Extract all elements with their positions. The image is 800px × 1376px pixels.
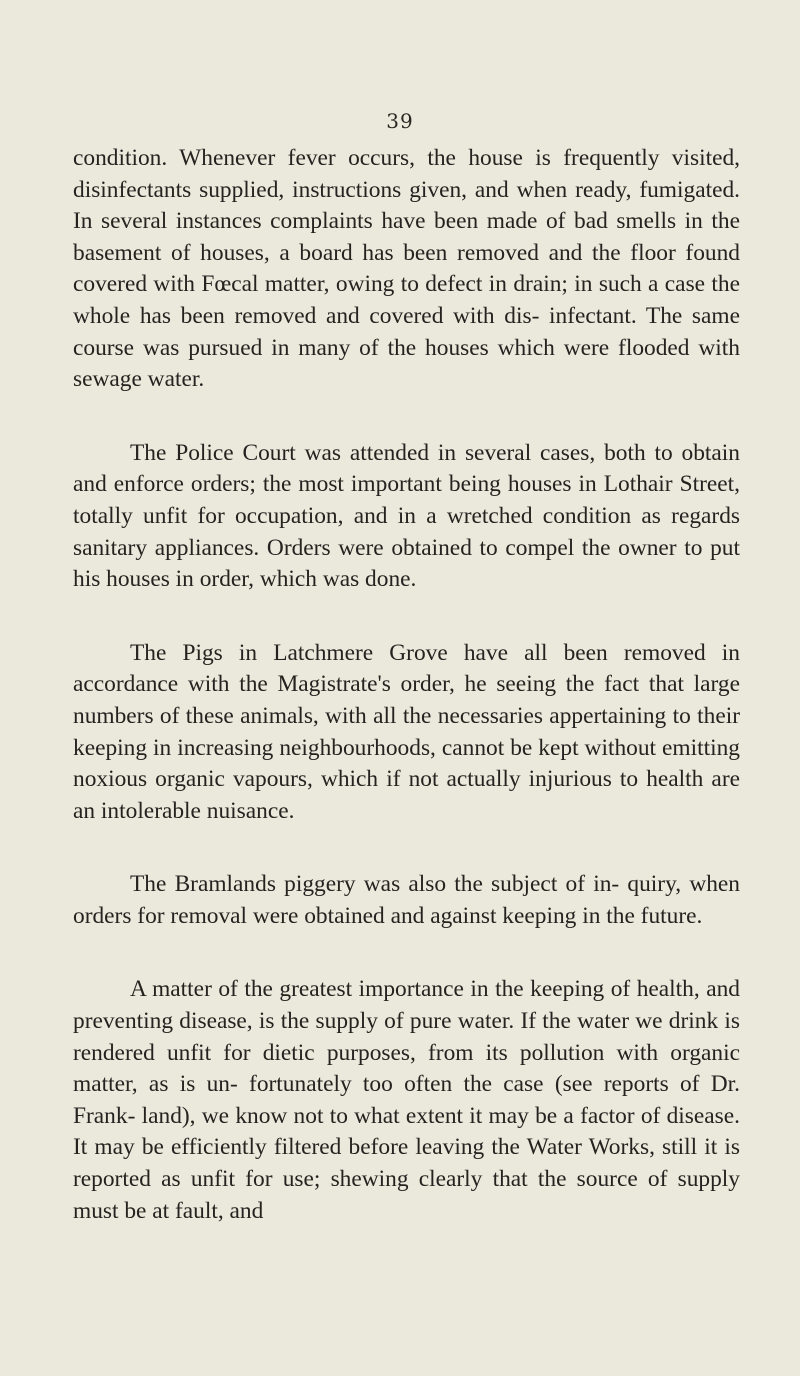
- paragraph-latchmere-pigs: The Pigs in Latchmere Grove have all been removed in accordance with the Magistrate's order, he seeing the fact that large numbers of these animals, with all the necessaries appertaining to their keeping in increasing neighbourhoods, cannot be kept without emitting noxious organic vapours, which if not actually injurious to health are an intolerable nuisance.: [73, 639, 740, 824]
- paragraph-continuation: condition. Whenever fever occurs, the house is frequently visited, disinfectants supplied, instructions given, and when ready, fumigated. In several instances complaints have been made of bad smells in the basement of houses, a board has been removed and the floor found covered with Fœcal matter, owing to defect in drain; in such a case the whole has been removed and covered with dis- infectant. The same course was pursued in many of the houses which were flooded with sewage water.: [73, 145, 740, 393]
- page-number: 39: [386, 109, 414, 133]
- body-text: [73, 143, 740, 1227]
- paragraph-bramlands-piggery: The Bramlands piggery was also the subject of in- quiry, when orders for removal were obtained and against keeping in the future.: [73, 871, 740, 929]
- paragraph-police-court: The Police Court was attended in several cases, both to obtain and enforce orders; the most important being houses in Lothair Street, totally unfit for occupation, and in a wretched condition as regards sanitary appliances. Orders were obtained to compel the owner to put his houses in order, which was done.: [73, 439, 740, 593]
- paragraph-water-supply: A matter of the greatest importance in the keeping of health, and preventing disease, is the supply of pure water. If the water we drink is rendered unfit for dietic purposes, from its pollution with organic matter, as is un- fortunately too often the case (see reports of Dr. Frank- land), we know not to what extent it may be a factor of disease. It may be efficiently filtered before leaving the Water Works, still it is reported as unfit for use; shewing clearly that the source of supply must be at fault, and: [73, 976, 740, 1224]
